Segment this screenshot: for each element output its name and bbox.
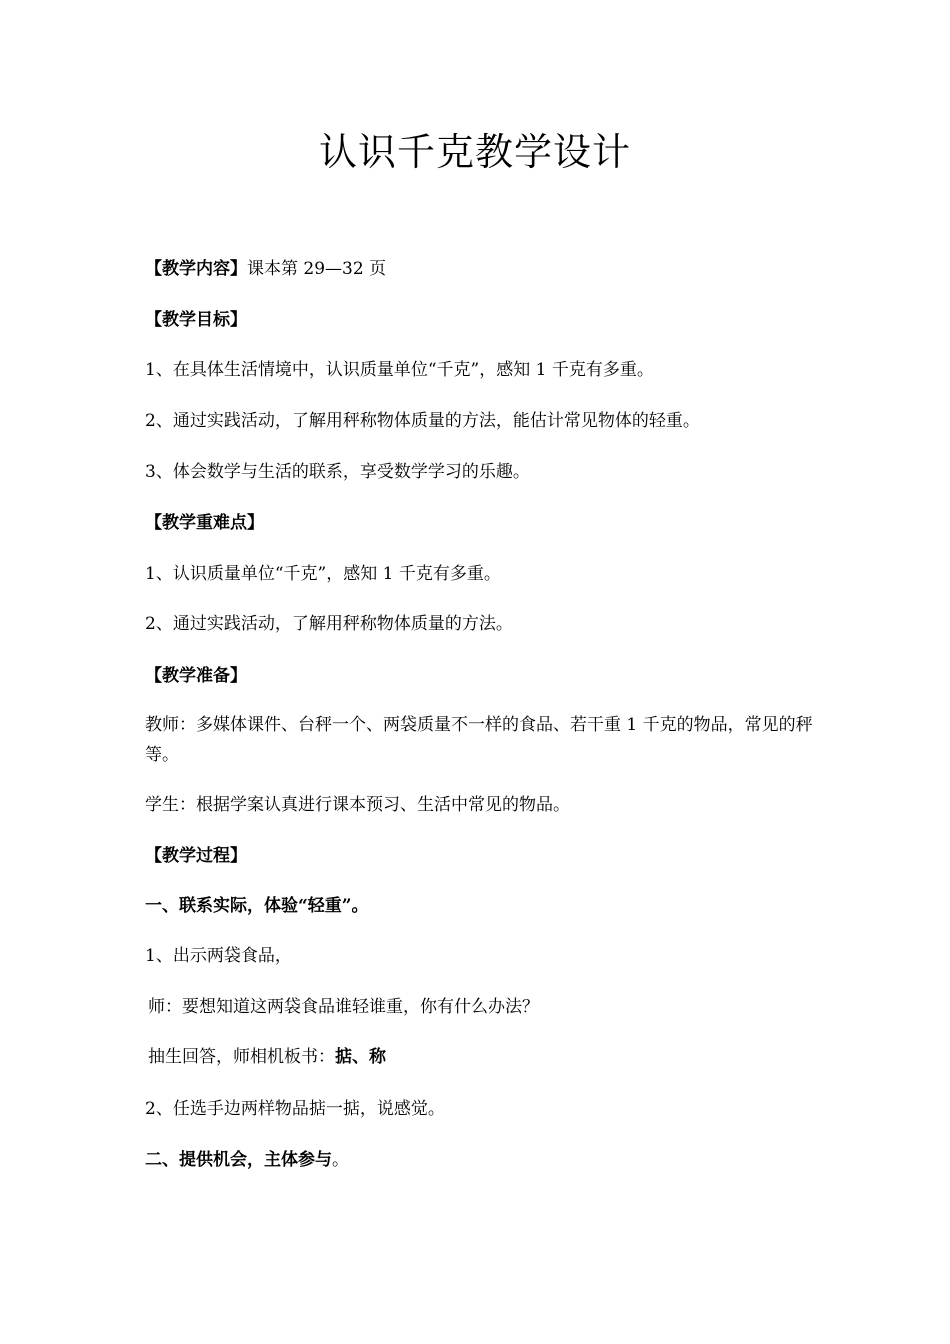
goal-item: 1、在具体生活情境中，认识质量单位“千克”，感知 1 千克有多重。 xyxy=(145,360,654,380)
preparation-heading: 【教学准备】 xyxy=(145,666,247,686)
answer-board-writing: 掂、称 xyxy=(335,1047,386,1067)
teacher-question: 师：要想知道这两袋食品谁轻谁重，你有什么办法？ xyxy=(148,997,539,1017)
goal-item: 3、体会数学与生活的联系，享受数学学习的乐趣。 xyxy=(145,462,530,482)
teacher-preparation: 教师：多媒体课件、台秤一个、两袋质量不一样的食品、若干重 1 千克的物品，常见的秤等。 xyxy=(145,715,813,765)
teaching-content-line xyxy=(145,256,815,282)
answer-prefix: 抽生回答，师相机板书： xyxy=(148,1047,335,1067)
student-preparation: 学生：根据学案认真进行课本预习、生活中常见的物品。 xyxy=(145,795,570,815)
process-step-1: 1、出示两袋食品， xyxy=(145,946,292,966)
section-1-heading: 一、联系实际，体验“轻重”。 xyxy=(145,896,369,916)
key-point-item: 2、通过实践活动，了解用秤称物体质量的方法。 xyxy=(145,614,513,634)
document-title: 认识千克教学设计 xyxy=(318,130,631,174)
section-2-heading xyxy=(145,1147,815,1173)
key-points-heading: 【教学重难点】 xyxy=(145,513,264,533)
student-answer-line xyxy=(148,1044,818,1070)
process-step-2: 2、任选手边两样物品掂一掂，说感觉。 xyxy=(145,1099,445,1119)
section-2-title: 二、提供机会，主体参与 xyxy=(145,1150,332,1170)
teaching-goals-heading: 【教学目标】 xyxy=(145,310,247,330)
process-heading: 【教学过程】 xyxy=(145,846,247,866)
section-2-punct: 。 xyxy=(332,1150,349,1170)
goal-item: 2、通过实践活动，了解用秤称物体质量的方法，能估计常见物体的轻重。 xyxy=(145,411,700,431)
teaching-content-text: 课本第 29—32 页 xyxy=(247,259,387,279)
key-point-item: 1、认识质量单位“千克”，感知 1 千克有多重。 xyxy=(145,564,501,584)
teaching-content-label: 【教学内容】 xyxy=(145,259,247,279)
